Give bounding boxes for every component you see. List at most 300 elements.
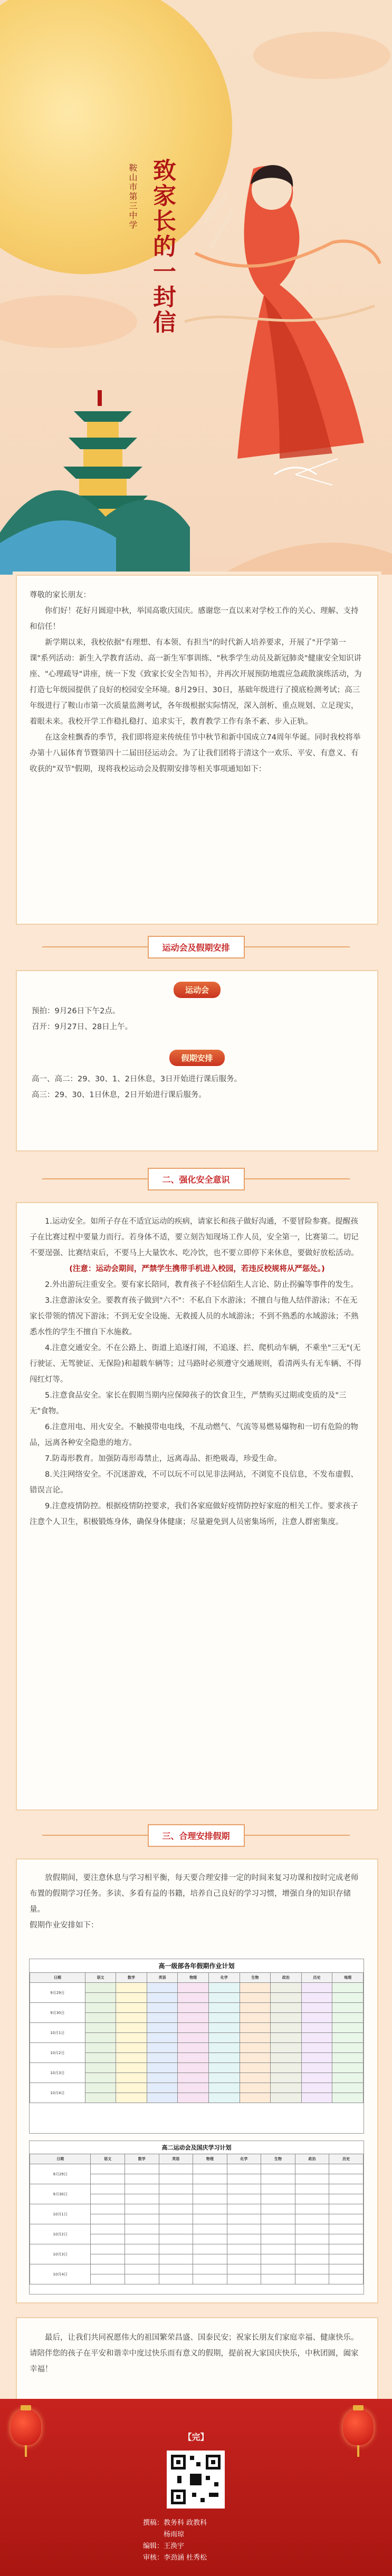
table-cell <box>208 1983 240 1993</box>
table-cell <box>301 2023 332 2033</box>
table-cell <box>178 2073 209 2083</box>
table-header-cell: 日期 <box>30 1973 85 1983</box>
safety-warning: (注意：运动会期间，严禁学生携带手机进入校园，若违反校规将从严惩处。) <box>69 1265 325 1273</box>
table-cell <box>208 2033 240 2043</box>
table-header-cell: 政治 <box>295 2154 329 2164</box>
table-cell <box>116 2093 147 2103</box>
table-cell <box>147 2033 178 2043</box>
letter-paragraph: 你们好！花好月圆迎中秋，举国高歌庆国庆。感谢您一直以来对学校工作的关心、理解、支持和信任！ <box>30 607 359 631</box>
table-cell <box>332 2043 364 2053</box>
table-cell <box>261 2264 295 2274</box>
table-cell <box>227 2214 261 2224</box>
table-cell <box>261 2194 295 2204</box>
table-cell <box>261 2164 295 2174</box>
table-cell <box>208 2083 240 2093</box>
closing-card <box>16 2317 378 2409</box>
credit-label: 审核： <box>142 2554 164 2562</box>
table-header-cell: 英语 <box>147 1973 178 1983</box>
table-cell <box>227 2234 261 2244</box>
table-cell <box>332 2023 364 2033</box>
table-cell <box>125 2164 159 2174</box>
table-cell <box>227 2164 261 2174</box>
credit-value: 李劲涵 杜秀松 <box>164 2554 207 2562</box>
table-cell <box>329 2224 364 2234</box>
table-cell <box>193 2224 227 2234</box>
table-header-cell: 日期 <box>30 2154 91 2164</box>
table-cell <box>329 2214 364 2224</box>
table-cell <box>332 2083 364 2093</box>
table-cell <box>295 2194 329 2204</box>
plan-paragraph: 放假期间，要注意休息与学习相平衡，每天要合理安排一定的时间来复习功课和按时完成老师布置的假期学习任务。多读、多看有益的书籍，培养自己良好的学习习惯，增强自身的知识存储量。 <box>30 1874 359 1914</box>
table-cell <box>301 1983 332 1993</box>
table-cell <box>208 2003 240 2013</box>
table-header-cell: 历史 <box>329 2154 364 2164</box>
table-cell <box>332 2093 364 2103</box>
table-cell <box>125 2224 159 2234</box>
table-cell <box>227 2274 261 2284</box>
table-cell <box>125 2264 159 2274</box>
mountains-illustration <box>0 453 392 575</box>
table-cell <box>227 2244 261 2254</box>
table-cell <box>193 2164 227 2174</box>
table-cell <box>125 2204 159 2214</box>
table-header-cell: 生物 <box>261 2154 295 2164</box>
credit-value: 杨雨琼 <box>164 2531 185 2539</box>
safety-item: 8.关注网络安全。不沉迷游戏，不可以玩不可以见非法网站，不浏览不良信息，不发布虚假、错误言论。 <box>30 1470 358 1495</box>
table-cell <box>332 2033 364 2043</box>
letter-card <box>16 575 378 925</box>
table-cell <box>271 2073 302 2083</box>
table-cell <box>91 2164 125 2174</box>
table-cell <box>85 2093 116 2103</box>
table-cell <box>91 2174 125 2184</box>
table-cell <box>332 2013 364 2023</box>
table-cell <box>147 2053 178 2063</box>
table-cell <box>116 2073 147 2083</box>
credit-value: 教务科 政教科 <box>164 2519 207 2527</box>
table-cell <box>261 2244 295 2254</box>
table-row <box>30 2264 364 2274</box>
table-cell <box>329 2184 364 2194</box>
holiday-pill: 假期安排 <box>169 1050 224 1066</box>
table-cell <box>208 2053 240 2063</box>
table-cell <box>85 2043 116 2053</box>
sports-pill: 运动会 <box>174 982 221 998</box>
sports-card <box>16 970 378 1151</box>
table-row <box>30 2083 364 2093</box>
table-cell <box>125 2174 159 2184</box>
table-cell <box>271 2023 302 2033</box>
table-cell <box>240 2053 271 2063</box>
table-cell <box>116 1983 147 1993</box>
table-header-cell: 地理 <box>332 1973 364 1983</box>
table-cell <box>193 2234 227 2244</box>
table-cell <box>91 2244 125 2254</box>
table-cell <box>159 2224 193 2234</box>
safety-card <box>16 1202 378 1810</box>
table-cell <box>208 2073 240 2083</box>
table-cell <box>178 2053 209 2063</box>
table-cell <box>85 2033 116 2043</box>
table-cell <box>240 2063 271 2073</box>
table-cell <box>91 2214 125 2224</box>
table-row <box>30 2164 364 2174</box>
table-cell <box>193 2214 227 2224</box>
page-title: 致家长的一封信 <box>149 158 176 335</box>
table-cell <box>85 2023 116 2033</box>
table-cell <box>193 2184 227 2194</box>
table-cell <box>301 2013 332 2023</box>
homework-table-1 <box>29 1959 364 2134</box>
table-cell <box>91 2204 125 2214</box>
table-cell <box>261 2184 295 2194</box>
table-cell <box>271 2093 302 2103</box>
table-cell <box>227 2254 261 2264</box>
table-cell <box>125 2274 159 2284</box>
table-cell: 10月1日 <box>30 2204 91 2224</box>
table-cell <box>178 2013 209 2023</box>
safety-item: 5.注意食品安全。家长在假期当期内应保障孩子的饮食卫生，严禁购买过期或变质的及"三无"食物。 <box>30 1391 347 1416</box>
table-cell <box>91 2264 125 2274</box>
table-cell <box>329 2274 364 2284</box>
table-cell <box>147 2063 178 2073</box>
table-header-cell: 英语 <box>159 2154 193 2164</box>
table-cell: 10月3日 <box>30 2063 85 2083</box>
table-cell <box>178 2033 209 2043</box>
table-cell <box>85 1983 116 1993</box>
table-cell <box>271 2033 302 2043</box>
table-cell <box>240 1983 271 1993</box>
table-cell <box>332 2003 364 2013</box>
table-cell <box>159 2254 193 2264</box>
table-cell <box>271 2053 302 2063</box>
table-row <box>30 2184 364 2194</box>
table-cell <box>116 2053 147 2063</box>
table-cell <box>85 1993 116 2003</box>
table-cell <box>332 2073 364 2083</box>
table-cell <box>295 2214 329 2224</box>
table-cell <box>116 2033 147 2043</box>
section-title-safety: 二、强化安全意识 <box>147 1168 244 1190</box>
table-header-cell: 数学 <box>125 2154 159 2164</box>
greeting: 尊敬的家长朋友： <box>30 591 91 599</box>
table-cell <box>295 2244 329 2254</box>
safety-item: 3.注意游泳安全。要教育孩子做到"六不"：不私自下水游泳；不擅自与他人结伴游泳；不在无家长带领的情况下游泳；不到无安全设施、无救援人员的水域游泳；不到不熟悉的水域游泳；不熟悉水性的学生不擅自下水施救。 <box>30 1296 359 1337</box>
table-cell <box>159 2184 193 2194</box>
section-title-plan: 三、合理安排假期 <box>147 1824 244 1847</box>
table-cell <box>159 2164 193 2174</box>
credits <box>137 2517 274 2564</box>
table-cell <box>125 2214 159 2224</box>
table-header-cell: 数学 <box>116 1973 147 1983</box>
table-cell <box>301 2093 332 2103</box>
table-row <box>30 2244 364 2254</box>
table-header-cell: 物理 <box>178 1973 209 1983</box>
table-cell <box>91 2234 125 2244</box>
holiday-line: 高一、高二：29、30、1、2日休息，3日开始进行课后服务。 <box>32 1075 242 1083</box>
table-cell <box>125 2194 159 2204</box>
table-cell <box>301 2043 332 2053</box>
table-cell <box>193 2264 227 2274</box>
table-cell <box>159 2174 193 2184</box>
table-cell <box>271 1983 302 1993</box>
table-cell <box>178 2003 209 2013</box>
table-cell <box>208 2023 240 2033</box>
table-cell <box>91 2254 125 2264</box>
table-cell <box>329 2204 364 2214</box>
table-header-cell: 生物 <box>240 1973 271 1983</box>
table2-title: 高二运动会及国庆学习计划 <box>161 2144 232 2151</box>
table-cell <box>301 2083 332 2093</box>
table-cell <box>116 2043 147 2053</box>
table-cell <box>178 1993 209 2003</box>
table-caption: 假期作业安排如下： <box>30 1921 99 1930</box>
table-cell <box>271 2013 302 2023</box>
table-cell: 10月2日 <box>30 2043 85 2063</box>
table-cell <box>227 2184 261 2194</box>
cloud-graphic <box>253 32 390 79</box>
table-cell: 10月4日 <box>30 2083 85 2103</box>
table-cell <box>261 2174 295 2184</box>
table-cell <box>193 2254 227 2264</box>
table-cell: 9月30日 <box>30 2003 85 2023</box>
table-cell <box>240 1993 271 2003</box>
school-name: 鞍山市第三中学 <box>128 163 138 230</box>
table-cell <box>295 2254 329 2264</box>
table-cell <box>332 2053 364 2063</box>
table-cell <box>240 2003 271 2013</box>
table-header-cell: 物理 <box>193 2154 227 2164</box>
table-cell <box>193 2274 227 2284</box>
table-cell <box>295 2204 329 2214</box>
table-cell <box>240 2073 271 2083</box>
table-cell <box>332 2063 364 2073</box>
table-cell <box>116 2013 147 2023</box>
credit-label: 编辑： <box>142 2542 164 2550</box>
table-cell <box>85 2053 116 2063</box>
letter-paragraph: 在这金桂飘香的季节，我们即将迎来传统佳节中秋节和新中国成立74周年华诞。同时我校将举办第十八届体育节暨第四十二届田径运动会。为了让我们团将于清这个一欢乐、平安、有意义、有收获的"双节"假期，现将我校运动会及假期安排等相关事项通知如下： <box>30 733 361 773</box>
section-title-sports: 运动会及假期安排 <box>147 936 244 958</box>
table-cell <box>271 2043 302 2053</box>
table-cell <box>178 2043 209 2053</box>
table-cell <box>301 1993 332 2003</box>
qr-code-icon <box>167 2451 225 2509</box>
table-cell <box>159 2274 193 2284</box>
table-header-cell: 语文 <box>85 1973 116 1983</box>
table-cell <box>227 2224 261 2234</box>
table-cell <box>295 2174 329 2184</box>
table-header-cell: 化学 <box>227 2154 261 2164</box>
table-cell <box>147 2073 178 2083</box>
table-cell <box>116 2003 147 2013</box>
cloud-graphic <box>0 295 137 348</box>
table-cell <box>178 2063 209 2073</box>
table-cell: 10月2日 <box>30 2224 91 2244</box>
table-cell <box>85 2073 116 2083</box>
table-cell <box>301 2063 332 2073</box>
table-cell <box>329 2194 364 2204</box>
table-cell <box>227 2194 261 2204</box>
table-cell <box>261 2254 295 2264</box>
table-header-cell: 历史 <box>301 1973 332 1983</box>
table-cell <box>116 1993 147 2003</box>
table-cell <box>301 2033 332 2043</box>
safety-item: 4.注意交通安全。不在公路上、街道上追逐打闹，不追逐、拦、爬机动车辆，不乘坐"三无"(无行驶证、无驾驶证、无保险)和超载车辆等；过马路时必须遵守交通规则，看清两头有无车辆、不得闯红灯等。 <box>30 1344 362 1384</box>
table-cell <box>91 2184 125 2194</box>
closing-paragraph: 最后，让我们共同祝愿伟大的祖国繁荣昌盛、国泰民安；祝家长朋友们家庭幸福、健康快乐。请陪伴您的孩子在平安和谐幸中度过快乐而有意义的假期，提前祝大家国庆快乐，中秋团圆，阖家幸福！ <box>30 2333 359 2374</box>
table-cell <box>147 1983 178 1993</box>
fairy-illustration <box>174 148 385 464</box>
schedule-table <box>30 1972 364 2103</box>
table-cell <box>85 2083 116 2093</box>
safety-item: 6.注意用电、用火安全。不触摸带电电线，不乱动燃气、气流等易燃易爆物和一切有危险的物品，远离各种安全隐患的地方。 <box>30 1423 358 1447</box>
table-row <box>30 2224 364 2234</box>
table-cell <box>240 2023 271 2033</box>
table-cell <box>261 2214 295 2224</box>
table-row <box>30 2023 364 2033</box>
table-cell <box>116 2063 147 2073</box>
table-cell <box>332 1993 364 2003</box>
safety-item: 9.注意疫情防控。根据疫情防控要求，我们各家庭做好疫情防控好家庭的相关工作。要求孩子注意个人卫生，积极锻炼身体，确保身体健康；尽量避免到人员密集场所，注意人群密集度。 <box>30 1502 358 1526</box>
table-cell <box>271 2063 302 2073</box>
table-cell <box>147 2003 178 2013</box>
table-cell <box>159 2194 193 2204</box>
table-cell <box>159 2204 193 2214</box>
table-cell <box>193 2204 227 2214</box>
table-cell <box>147 2083 178 2093</box>
footer <box>0 2399 392 2576</box>
table-row <box>30 2003 364 2013</box>
table-cell <box>125 2184 159 2194</box>
table-cell <box>208 2043 240 2053</box>
table-cell <box>329 2264 364 2274</box>
credit-label: 撰稿： <box>142 2519 164 2527</box>
holiday-line: 高三：29、30、1日休息，2日开始进行课后服务。 <box>32 1091 206 1099</box>
table-cell <box>261 2204 295 2214</box>
table-cell: 10月3日 <box>30 2244 91 2264</box>
table-cell <box>301 2003 332 2013</box>
table-cell <box>227 2264 261 2274</box>
table-cell <box>295 2164 329 2174</box>
table-cell <box>240 2093 271 2103</box>
table-cell <box>261 2234 295 2244</box>
table-cell <box>227 2204 261 2214</box>
table-cell <box>116 2083 147 2093</box>
table-cell <box>159 2234 193 2244</box>
table-cell <box>178 1983 209 1993</box>
schedule-table <box>30 2154 364 2284</box>
table-cell <box>178 2023 209 2033</box>
table-cell: 9月29日 <box>30 2164 91 2184</box>
table-cell <box>159 2214 193 2224</box>
table-cell <box>301 2073 332 2083</box>
table-cell <box>332 1983 364 1993</box>
table-cell <box>208 2013 240 2023</box>
table-cell: 10月1日 <box>30 2023 85 2043</box>
table-cell <box>208 2093 240 2103</box>
table-cell <box>193 2244 227 2254</box>
table-cell <box>91 2194 125 2204</box>
table-cell <box>329 2164 364 2174</box>
table-cell: 9月29日 <box>30 1983 85 2003</box>
safety-item: 1.运动安全。如所子存在不适宜运动的疾病，请家长和孩子做好沟通，不要冒险参赛。提醒孩子在比赛过程中要量力而行。若身体不适，要立刻告知现场工作人员，安全第一，比赛第二。切记不要逞强、比赛结束后，不要马上大量饮水、吃冷饮，也不要立即停下来休息，要做好放松活动。 <box>30 1217 359 1257</box>
table-cell <box>329 2234 364 2244</box>
table-row <box>30 2043 364 2053</box>
table-cell <box>208 2063 240 2073</box>
table-row <box>30 2063 364 2073</box>
table-cell <box>147 2093 178 2103</box>
table-cell: 9月30日 <box>30 2184 91 2204</box>
table-cell <box>301 2053 332 2063</box>
table-cell <box>271 1993 302 2003</box>
table-cell <box>240 2043 271 2053</box>
table-cell <box>85 2003 116 2013</box>
table-cell <box>147 2013 178 2023</box>
letter-paragraph: 新学期以来，我校依据"有理想、有本领、有担当"的时代新人培养要求，开展了"开学第一课"系列活动：新生入学教育活动、高一新生军事训练、"秋季学生动员及新冠肺炎"健康安全知识讲座、"心理疏导"讲座，统一下发《致家长安全告知书》，并再次开展预防地震应急疏散演练活动，为打造七年级园提供了良好的校园安全环境。8月29日、30日，基础年级进行了摸底检测考试；高三年级进行了鞍山市第一次质量监测考试，各年级根据实际情况，深入剖析、重点规划、立足现实，着眼未来。我校开学工作稳扎稳打、追求实干，教育教学工作有条不紊、步入正轨。 <box>30 638 362 726</box>
table-cell <box>125 2254 159 2264</box>
table-cell <box>240 2083 271 2093</box>
table-cell <box>91 2224 125 2234</box>
table-cell <box>329 2244 364 2254</box>
table-cell <box>329 2254 364 2264</box>
table-cell <box>178 2083 209 2093</box>
table1-title: 高一级部各年假期作业计划 <box>158 1962 235 1970</box>
table-cell <box>295 2234 329 2244</box>
credit-value: 王涣宇 <box>164 2542 185 2550</box>
table-cell <box>295 2224 329 2234</box>
table-header-cell: 政治 <box>271 1973 302 1983</box>
table-cell <box>125 2234 159 2244</box>
table-cell <box>208 1993 240 2003</box>
table-cell <box>240 2013 271 2023</box>
table-cell <box>295 2184 329 2194</box>
table-cell <box>261 2224 295 2234</box>
table-cell <box>159 2244 193 2254</box>
table-cell <box>147 1993 178 2003</box>
table-cell <box>295 2264 329 2274</box>
table-header-cell: 化学 <box>208 1973 240 1983</box>
table-cell <box>147 2023 178 2033</box>
table-cell <box>271 2083 302 2093</box>
table-cell <box>147 2043 178 2053</box>
sports-line: 召开：9月27日、28日上午。 <box>32 1023 133 1031</box>
safety-item: 2.外出游玩注重安全。要有家长陪同，教育孩子不轻信陌生人言论、防止拐骗等事件的发生。 <box>45 1281 358 1289</box>
table-cell <box>85 2013 116 2023</box>
table-cell <box>271 2003 302 2013</box>
table-header-cell: 语文 <box>91 2154 125 2164</box>
table-row <box>30 2204 364 2214</box>
table-row <box>30 1983 364 1993</box>
table-cell <box>125 2244 159 2254</box>
safety-item: 7.防毒形教育。加强防毒形毒禁止，远离毒品、拒绝吸毒，珍爱生命。 <box>45 1455 282 1463</box>
table-cell <box>295 2274 329 2284</box>
table-cell <box>227 2174 261 2184</box>
homework-table-2 <box>29 2141 364 2294</box>
table-cell <box>178 2093 209 2103</box>
table-cell <box>91 2274 125 2284</box>
table-cell <box>193 2194 227 2204</box>
table-cell <box>329 2174 364 2184</box>
table-cell <box>159 2264 193 2274</box>
table-cell: 10月4日 <box>30 2264 91 2284</box>
table-cell <box>261 2274 295 2284</box>
end-mark: 【完】 <box>183 2432 209 2442</box>
hero-banner <box>0 0 392 575</box>
table-cell <box>240 2033 271 2043</box>
table-cell <box>193 2174 227 2184</box>
table-cell <box>116 2023 147 2033</box>
table-cell <box>85 2063 116 2073</box>
